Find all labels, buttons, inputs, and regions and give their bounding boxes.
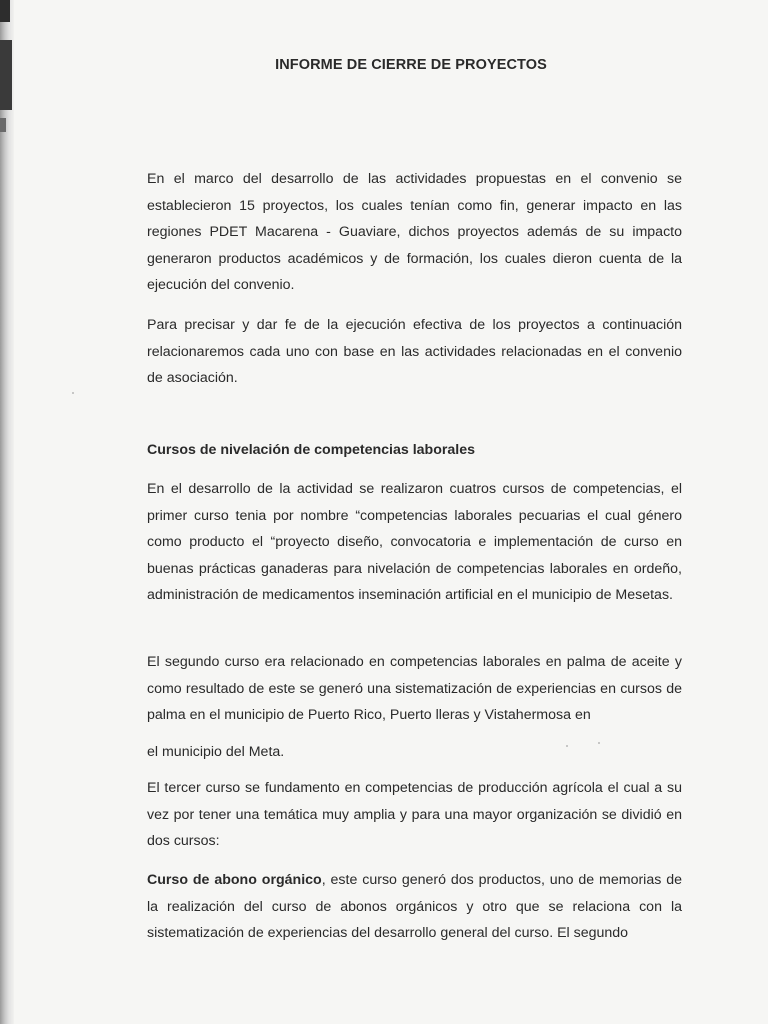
- scan-speck: [72, 392, 74, 394]
- intro-paragraph: Para precisar y dar fe de la ejecución efectiva de los proyectos a continuación relacionaremos cada uno con base en las actividades relacionadas en el convenio de asociación.: [147, 317, 682, 386]
- section-paragraph: el municipio del Meta.: [147, 744, 285, 760]
- intro-paragraph: En el marco del desarrollo de las actividades propuestas en el convenio se establecieron 15 proyectos, los cuales tenían como fin, generar impacto en las regiones PDET Macarena - Guaviare, dichos proyectos además de su impacto generaron productos académicos y de formación, los cuales dieron cuenta de la ejecución del convenio.: [147, 171, 682, 293]
- bold-lead-text: Curso de abono orgánico: [147, 872, 322, 888]
- scan-speck: [566, 745, 568, 747]
- scan-speck: [598, 742, 600, 744]
- paragraph-text: , este curso generó dos productos, uno de memorias de la realización del curso de abonos orgánicos y otro que se relaciona con la sistematización de experiencias del desarrollo general del curso. El segundo: [147, 872, 682, 941]
- scan-mark: [0, 118, 6, 132]
- section-paragraph: En el desarrollo de la actividad se realizaron cuatros cursos de competencias, el primer curso tenia por nombre “competencias laborales pecuarias el cual género como producto el “proyecto diseño, convocatoria e implementación de curso en buenas prácticas ganaderas para nivelación de competencias laborales en ordeño, administración de medicamentos inseminación artificial en el municipio de Mesetas.: [147, 481, 682, 603]
- document-title: INFORME DE CIERRE DE PROYECTOS: [275, 57, 547, 73]
- section-paragraph: [147, 867, 682, 947]
- section-heading: Cursos de nivelación de competencias laborales: [147, 442, 476, 458]
- section-paragraph: El tercer curso se fundamento en competencias de producción agrícola el cual a su vez por tener una temática muy amplia y para una mayor organización se dividió en dos cursos:: [147, 780, 682, 849]
- scan-mark: [0, 0, 10, 22]
- section-paragraph: El segundo curso era relacionado en competencias laborales en palma de aceite y como resultado de este se generó una sistematización de experiencias en cursos de palma en el municipio de Puerto Rico, Puerto lleras y Vistahermosa en: [147, 654, 682, 723]
- scan-edge-shadow: [0, 0, 14, 1024]
- scan-mark: [0, 40, 12, 110]
